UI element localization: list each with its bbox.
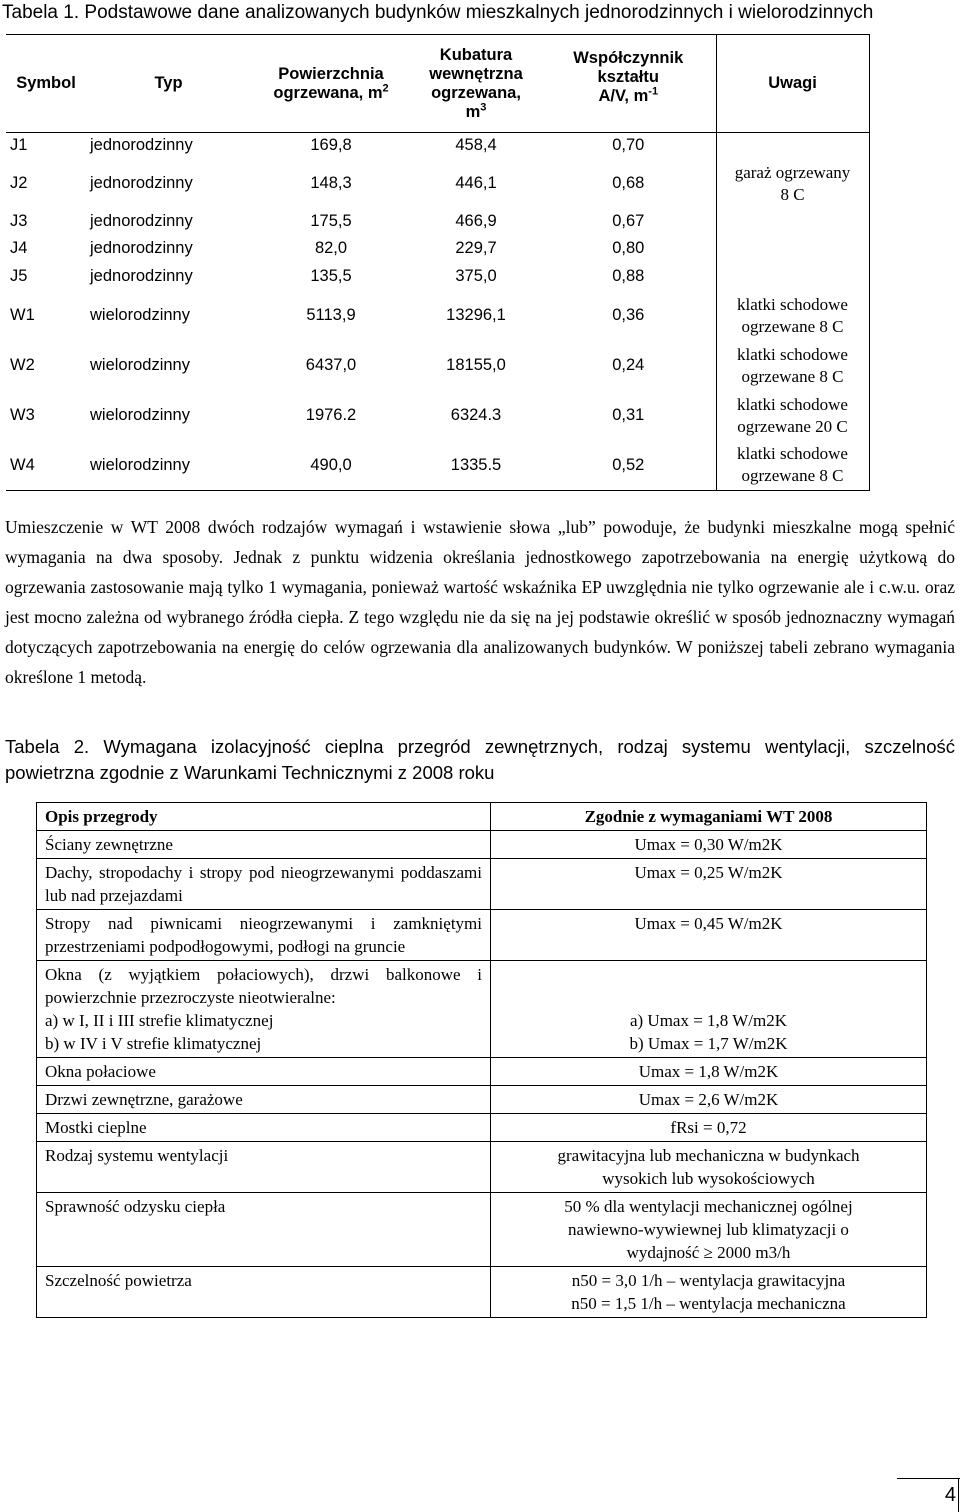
header-opis: Opis przegrody <box>37 803 491 831</box>
header-pow-line1: Powierzchnia <box>278 64 384 83</box>
cell-value <box>491 1267 927 1318</box>
cell-wsp: 0,70 <box>612 136 645 155</box>
uwagi-line1: klatki schodowe <box>737 344 848 364</box>
cell-typ: jednorodzinny <box>90 239 193 257</box>
uwagi-line1: klatki schodowe <box>737 444 848 464</box>
header-kub-line3: ogrzewana, <box>431 83 521 102</box>
header-wt2008: Zgodnie z wymaganiami WT 2008 <box>491 803 927 831</box>
header-pow-sup: 2 <box>382 82 389 94</box>
value-line: wydajność ≥ 2000 m3/h <box>626 1243 791 1262</box>
table2-header-row <box>37 803 927 831</box>
value-line: 50 % dla wentylacji mechanicznej ogólnej <box>564 1197 853 1216</box>
cell-symbol: W1 <box>10 306 35 324</box>
header-wsp-line2: kształtu <box>597 68 659 86</box>
table-row <box>37 831 927 859</box>
table1 <box>6 34 870 491</box>
cell-typ: wielorodzinny <box>90 356 190 374</box>
cell-typ: jednorodzinny <box>90 174 193 192</box>
table-row <box>37 1114 927 1142</box>
cell-pow: 6437,0 <box>305 356 357 374</box>
table-row <box>6 235 869 263</box>
cell-value <box>491 961 927 1058</box>
cell-kub: 6324.3 <box>450 406 502 424</box>
cell-uwagi <box>716 441 869 491</box>
table-row <box>6 159 869 209</box>
cell-pow: 5113,9 <box>306 306 356 324</box>
cell-kub: 13296,1 <box>446 306 506 324</box>
cell-kub: 18155,0 <box>446 356 506 374</box>
header-kubatura <box>411 35 541 133</box>
cell-value: Umax = 0,45 W/m2K <box>491 910 927 961</box>
header-uwagi: Uwagi <box>716 35 869 133</box>
cell-kub: 466,9 <box>455 212 497 230</box>
header-symbol: Symbol <box>16 74 76 92</box>
cell-symbol: W3 <box>10 406 35 424</box>
table-row <box>6 441 869 491</box>
uwagi-line2: 8 C <box>780 184 805 204</box>
value-line: n50 = 1,5 1/h – wentylacja mechaniczna <box>571 1294 846 1313</box>
uwagi-line2: ogrzewane 8 C <box>741 366 844 386</box>
cell-uwagi <box>716 391 869 441</box>
table-row <box>37 1142 927 1193</box>
cell-kub: 375,0 <box>455 267 497 285</box>
cell-desc: Okna połaciowe <box>37 1058 491 1086</box>
value-line: n50 = 3,0 1/h – wentylacja grawitacyjna <box>571 1271 846 1290</box>
cell-value: Umax = 1,8 W/m2K <box>491 1058 927 1086</box>
header-kub-sup: 3 <box>480 101 487 113</box>
uwagi-line2: ogrzewane 8 C <box>741 316 844 336</box>
header-kub-line1: Kubatura <box>439 45 513 64</box>
cell-typ: jednorodzinny <box>90 136 193 155</box>
uwagi-line1: klatki schodowe <box>737 394 848 414</box>
table-row <box>37 1193 927 1267</box>
cell-uwagi <box>716 235 869 263</box>
cell-wsp: 0,31 <box>612 406 645 424</box>
cell-pow: 1976.2 <box>305 406 357 424</box>
table2 <box>36 802 927 1318</box>
header-typ: Typ <box>154 74 183 92</box>
cell-typ: wielorodzinny <box>90 306 190 324</box>
cell-uwagi <box>716 263 869 291</box>
cell-symbol: J4 <box>10 239 28 257</box>
cell-symbol: J5 <box>10 267 28 285</box>
value-line: nawiewno-wywiewnej lub klimatyzacji o <box>568 1220 849 1239</box>
header-kub-line2: wewnętrzna <box>429 64 523 83</box>
cell-value <box>491 1142 927 1193</box>
cell-desc: Dachy, stropodachy i stropy pod nieogrzewanymi poddaszami lub nad przejazdami <box>37 859 491 910</box>
cell-pow: 169,8 <box>310 136 352 155</box>
table-row <box>37 910 927 961</box>
cell-typ: wielorodzinny <box>86 441 251 491</box>
cell-typ: jednorodzinny <box>90 267 193 285</box>
cell-typ: jednorodzinny <box>90 212 193 230</box>
cell-pow: 490,0 <box>251 441 411 491</box>
table-row <box>6 341 869 391</box>
cell-kub: 458,4 <box>455 136 497 155</box>
cell-pow: 82,0 <box>314 239 348 257</box>
page-corner-vline <box>958 1478 959 1512</box>
cell-value: fRsi = 0,72 <box>491 1114 927 1142</box>
header-wspolczynnik <box>541 35 716 133</box>
cell-desc: Szczelność powietrza <box>37 1267 491 1318</box>
cell-uwagi <box>716 209 869 235</box>
desc-line: a) w I, II i III strefie klimatycznej <box>45 1011 274 1030</box>
table-row <box>6 291 869 341</box>
cell-uwagi <box>716 341 869 391</box>
body-paragraph: Umieszczenie w WT 2008 dwóch rodzajów wymagań i wstawienie słowa „lub” powoduje, że budynki mieszkalne mogą spełnić wymagania na dwa sposoby. Jednak z punktu widzenia określania jednostkowego zapotrzebowania na energię użytkową do ogrzewania zastosowanie mają tylko 1 wymagania, ponieważ wartość wskaźnika EP uwzględnia nie tylko ogrzewanie ale i c.w.u. oraz jest mocno zależna od wybranego źródła ciepła. Z tego względu nie da się na jej podstawie określić w sposób jednoznaczny wymagań dotyczących zapotrzebowania na energię do celów ogrzewania dla analizowanych budynków. W poniższej tabeli zebrano wymagania określone 1 metodą. <box>5 517 955 687</box>
cell-value: Umax = 2,6 W/m2K <box>491 1086 927 1114</box>
cell-symbol: J2 <box>10 174 28 192</box>
cell-wsp: 0,24 <box>612 356 645 374</box>
table-row <box>6 133 869 159</box>
header-powierzchnia <box>251 35 411 133</box>
cell-wsp: 0,67 <box>612 212 645 230</box>
table1-caption: Tabela 1. Podstawowe dane analizowanych budynków mieszkalnych jednorodzinnych i wielorodzinnych <box>2 2 874 23</box>
table2-caption: Tabela 2. Wymagana izolacyjność cieplna przegród zewnętrznych, rodzaj systemu wentylacji, szczelność powietrzna zgodnie z Warunkami Technicznymi z 2008 roku <box>5 736 955 783</box>
table-row <box>37 1086 927 1114</box>
table1-header-row <box>6 35 869 133</box>
cell-desc: Stropy nad piwnicami nieogrzewanymi i zamkniętymi przestrzeniami podpodłogowymi, podłogi na gruncie <box>37 910 491 961</box>
uwagi-line1: klatki schodowe <box>737 294 848 314</box>
table-row <box>37 961 927 1058</box>
cell-typ: wielorodzinny <box>90 406 190 424</box>
desc-line: Okna (z wyjątkiem połaciowych), drzwi balkonowe i powierzchnie przezroczyste nieotwieralne: <box>45 965 482 1007</box>
value-line: a) Umax = 1,8 W/m2K <box>629 1011 788 1030</box>
cell-uwagi <box>716 291 869 341</box>
cell-wsp: 0,36 <box>612 306 645 324</box>
cell-value: Umax = 0,25 W/m2K <box>491 859 927 910</box>
cell-desc <box>37 961 491 1058</box>
table-row <box>6 209 869 235</box>
value-line: b) Umax = 1,7 W/m2K <box>629 1034 788 1053</box>
cell-desc: Rodzaj systemu wentylacji <box>37 1142 491 1193</box>
uwagi-line2: ogrzewane 8 C <box>741 466 844 486</box>
cell-symbol: J3 <box>10 212 28 230</box>
cell-uwagi <box>716 133 869 159</box>
desc-line: b) w IV i V strefie klimatycznej <box>45 1034 262 1053</box>
cell-desc: Mostki cieplne <box>37 1114 491 1142</box>
cell-symbol: W4 <box>6 441 86 491</box>
cell-wsp: 0,88 <box>612 267 645 285</box>
cell-pow: 175,5 <box>310 212 352 230</box>
cell-kub: 229,7 <box>455 239 497 257</box>
cell-desc: Sprawność odzysku ciepła <box>37 1193 491 1267</box>
cell-wsp: 0,80 <box>612 239 645 257</box>
cell-kub: 1335.5 <box>411 441 541 491</box>
uwagi-line1: garaż ogrzewany <box>734 162 851 182</box>
table-row <box>6 263 869 291</box>
header-kub-line4: m <box>465 102 481 121</box>
cell-symbol: W2 <box>10 356 35 374</box>
value-line: grawitacyjna lub mechaniczna w budynkach <box>557 1146 860 1165</box>
table-row <box>6 391 869 441</box>
table-row <box>37 1058 927 1086</box>
page-corner-line <box>897 1478 960 1479</box>
cell-wsp: 0,52 <box>541 441 716 491</box>
table-row <box>37 859 927 910</box>
cell-value: Umax = 0,30 W/m2K <box>491 831 927 859</box>
header-wsp-sup: -1 <box>648 85 659 98</box>
header-wsp-line1: Współczynnik <box>573 49 684 67</box>
cell-kub: 446,1 <box>455 174 497 192</box>
cell-symbol: J1 <box>10 136 28 155</box>
header-pow-line2: ogrzewana, m <box>273 83 383 102</box>
cell-wsp: 0,68 <box>612 174 645 192</box>
cell-desc: Ściany zewnętrzne <box>37 831 491 859</box>
cell-pow: 135,5 <box>310 267 352 285</box>
cell-desc: Drzwi zewnętrzne, garażowe <box>37 1086 491 1114</box>
uwagi-line2: ogrzewane 20 C <box>737 416 848 436</box>
cell-value <box>491 1193 927 1267</box>
value-line: wysokich lub wysokościowych <box>602 1169 815 1188</box>
cell-uwagi <box>716 159 869 209</box>
cell-pow: 148,3 <box>310 174 352 192</box>
page-number: 4 <box>944 1484 956 1506</box>
header-wsp-line3: A/V, m <box>598 87 649 105</box>
table-row <box>37 1267 927 1318</box>
